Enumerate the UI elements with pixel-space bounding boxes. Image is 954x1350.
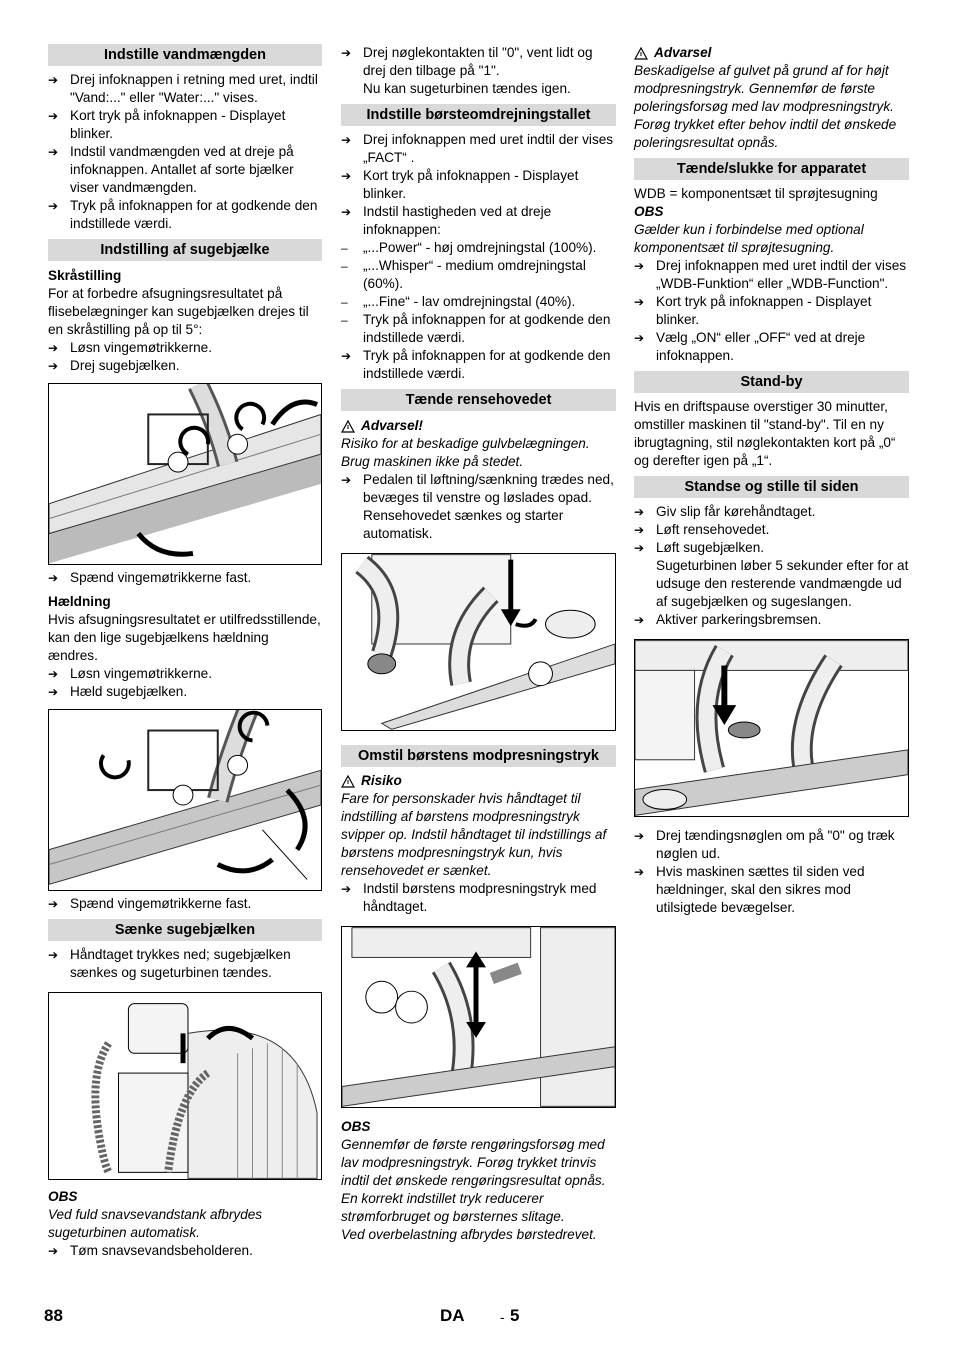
section-heading-saenke-sugebjaelke: Sænke sugebjælken bbox=[48, 919, 322, 941]
section-heading-taende-rensehoved: Tænde rensehovedet bbox=[341, 389, 616, 411]
list-item: ➔ Vælg „ON“ eller „OFF“ ved at dreje infoknappen. bbox=[634, 330, 866, 363]
figure-squeegee-tilt bbox=[48, 383, 322, 565]
arrow-right-icon: ➔ bbox=[48, 1244, 59, 1258]
list-item: ➔ Kort tryk på infoknappen - Displayet blinker. bbox=[634, 294, 872, 327]
arrow-right-icon: ➔ bbox=[634, 523, 645, 537]
arrow-right-icon: ➔ bbox=[341, 133, 352, 147]
list-item: ➔ Indstil børstens modpresningstryk med håndtaget. bbox=[341, 881, 597, 914]
warning-label: Advarsel! bbox=[341, 417, 616, 435]
arrow-right-icon: ➔ bbox=[634, 295, 645, 309]
arrow-right-icon: ➔ bbox=[48, 897, 59, 911]
figure-lower-squeegee bbox=[48, 992, 322, 1180]
list-item: ➔ Drej infoknappen med uret indtil der vises „WDB-Funktion“ eller „WDB-Function". bbox=[634, 258, 907, 291]
figure-parking-brake bbox=[634, 639, 909, 817]
list-item: ➔ Giv slip får kørehåndtaget. bbox=[634, 504, 816, 519]
list-item: ➔ Løft sugebjælken. bbox=[634, 540, 765, 555]
warning-label: Risiko bbox=[341, 772, 616, 790]
arrow-right-icon: ➔ bbox=[341, 882, 352, 896]
footer-separator: - bbox=[500, 1309, 505, 1325]
arrow-right-icon: ➔ bbox=[634, 331, 645, 345]
arrow-right-icon: ➔ bbox=[48, 109, 59, 123]
list-item: ➔ Tryk på infoknappen for at godkende den indstillede værdi. bbox=[341, 348, 611, 381]
list-item: ➔ Aktiver parkeringsbremsen. bbox=[634, 612, 822, 627]
arrow-right-icon: ➔ bbox=[634, 865, 645, 879]
section-heading-vandmaengde: Indstille vandmængden bbox=[48, 44, 322, 66]
section-heading-taende-slukke: Tænde/slukke for apparatet bbox=[634, 158, 909, 180]
paragraph: For at forbedre afsugningsresultatet på flisebelægninger kan sugebjælken drejes til en skråstilling på op til 5°: bbox=[48, 286, 309, 337]
list-item-continuation: Sugeturbinen løber 5 sekunder efter for at udsuge den resterende vandmængde ud af sugebjælken og sugeslangen. bbox=[656, 558, 909, 609]
column-3 bbox=[634, 44, 909, 917]
arrow-right-icon: ➔ bbox=[48, 359, 59, 373]
dash-icon: – bbox=[341, 313, 348, 327]
list-item: ➔ Drej sugebjælken. bbox=[48, 358, 180, 373]
arrow-right-icon: ➔ bbox=[48, 145, 59, 159]
list-item: ➔ Håndtaget trykkes ned; sugebjælken sænkes og sugeturbinen tændes. bbox=[48, 947, 291, 980]
list-item-continuation: Nu kan sugeturbinen tændes igen. bbox=[363, 81, 571, 96]
list-item: ➔ Tøm snavsevandsbeholderen. bbox=[48, 1243, 253, 1258]
arrow-right-icon: ➔ bbox=[634, 259, 645, 273]
arrow-right-icon: ➔ bbox=[48, 571, 59, 585]
figure-pedal-brush-head bbox=[341, 553, 616, 731]
list-item: ➔ Løft rensehovedet. bbox=[634, 522, 770, 537]
dash-icon: – bbox=[341, 295, 348, 309]
list-item: ➔ Pedalen til løftning/sænkning trædes ned, bevæges til venstre og løslades opad. bbox=[341, 472, 614, 505]
list-item: ➔ Kort tryk på infoknappen - Displayet blinker. bbox=[48, 108, 286, 141]
language-code: DA bbox=[440, 1306, 465, 1325]
list-item: ➔ Tryk på infoknappen for at godkende den indstillede værdi. bbox=[48, 198, 318, 231]
list-item: ➔ Spænd vingemøtrikkerne fast. bbox=[48, 896, 252, 911]
page-number: 88 bbox=[44, 1306, 63, 1325]
arrow-right-icon: ➔ bbox=[634, 505, 645, 519]
list-item-continuation: Rensehovedet sænkes og starter automatisk. bbox=[363, 508, 564, 541]
dash-icon: – bbox=[341, 259, 348, 273]
note-label: OBS bbox=[634, 204, 664, 219]
warning-triangle-icon bbox=[634, 47, 648, 60]
section-page-number: 5 bbox=[510, 1306, 520, 1325]
arrow-right-icon: ➔ bbox=[341, 169, 352, 183]
note-text-2: Ved overbelastning afbrydes børstedrevet. bbox=[341, 1227, 597, 1242]
arrow-right-icon: ➔ bbox=[341, 473, 352, 487]
dash-item: – „...Power“ - høj omdrejningstal (100%). bbox=[341, 240, 597, 255]
list-item: ➔ Drej infoknappen i retning med uret, indtil "Vand:..." eller "Water:..." vises. bbox=[48, 72, 318, 105]
list-item: ➔ Kort tryk på infoknappen - Displayet blinker. bbox=[341, 168, 579, 201]
list-item: ➔ Spænd vingemøtrikkerne fast. bbox=[48, 570, 252, 585]
arrow-right-icon: ➔ bbox=[634, 541, 645, 555]
arrow-right-icon: ➔ bbox=[48, 667, 59, 681]
arrow-right-icon: ➔ bbox=[48, 341, 59, 355]
note-text: Gælder kun i forbindelse med optional komponentsæt til sprøjtesugning. bbox=[634, 222, 864, 255]
warning-text: Fare for personskader hvis håndtaget til indstilling af børstens modpresningstryk svipper op. Indstil håndtaget til indstillings af børstens modpresningstryk kun, hvis rensehovedet er sænket. bbox=[341, 791, 607, 878]
dash-icon: – bbox=[341, 241, 348, 255]
list-item: ➔ Drej infoknappen med uret indtil der vises „FACT“ . bbox=[341, 132, 614, 165]
column-1 bbox=[48, 44, 322, 1260]
section-heading-sugebjaelke: Indstilling af sugebjælke bbox=[48, 239, 322, 261]
list-item: ➔ Hæld sugebjælken. bbox=[48, 684, 188, 699]
column-2 bbox=[341, 44, 616, 1244]
dash-item: – „...Fine“ - lav omdrejningstal (40%). bbox=[341, 294, 576, 309]
warning-triangle-icon bbox=[341, 775, 355, 788]
figure-pressure-lever bbox=[341, 926, 616, 1108]
subheading-skraastilling: Skråstilling bbox=[48, 268, 122, 283]
warning-label: Advarsel bbox=[634, 44, 909, 62]
list-item: ➔ Drej tændingsnøglen om på "0" og træk nøglen ud. bbox=[634, 828, 895, 861]
dash-item: – Tryk på infoknappen for at godkende den indstillede værdi. bbox=[341, 312, 611, 345]
list-item: ➔ Løsn vingemøtrikkerne. bbox=[48, 340, 213, 355]
arrow-right-icon: ➔ bbox=[341, 205, 352, 219]
paragraph: Hvis afsugningsresultatet er utilfredsstillende, kan den lige sugebjælkens hældning ændres. bbox=[48, 612, 321, 663]
section-heading-boersteomdrejning: Indstille børsteomdrejningstallet bbox=[341, 104, 616, 126]
note-text: Gennemfør de første rengøringsforsøg med lav modpresningstryk. Forøg trykket trinvis indtil det ønskede rengøringsresultat opnås. En korrekt indstillet tryk reducerer strømforbruget og børsternes slitage. bbox=[341, 1137, 606, 1224]
list-item: ➔ Drej nøglekontakten til "0", vent lidt og drej den tilbage på "1". bbox=[341, 45, 593, 78]
arrow-right-icon: ➔ bbox=[634, 829, 645, 843]
arrow-right-icon: ➔ bbox=[48, 73, 59, 87]
arrow-right-icon: ➔ bbox=[341, 46, 352, 60]
note-label: OBS bbox=[341, 1119, 371, 1134]
paragraph: WDB = komponentsæt til sprøjtesugning bbox=[634, 186, 878, 201]
warning-text: Beskadigelse af gulvet på grund af for højt modpresningstryk. Gennemfør de første poleringsforsøg med lav modpresningstryk. Forøg trykket efter behov indtil det ønskede poleringsresultat opnås. bbox=[634, 63, 897, 150]
arrow-right-icon: ➔ bbox=[341, 349, 352, 363]
note-text: Ved fuld snavsevandstank afbrydes sugeturbinen automatisk. bbox=[48, 1207, 263, 1240]
subheading-haeldning: Hældning bbox=[48, 594, 111, 609]
dash-item: – „...Whisper“ - medium omdrejningstal (60%). bbox=[341, 258, 586, 291]
warning-triangle-icon bbox=[341, 420, 355, 433]
arrow-right-icon: ➔ bbox=[48, 948, 59, 962]
note-label: OBS bbox=[48, 1189, 78, 1204]
paragraph: Hvis en driftspause overstiger 30 minutter, omstiller maskinen til "stand-by". Til en ny ibrugtagning, stil nøglekontakten kort på „0“ og derefter igen på „1“. bbox=[634, 399, 896, 468]
section-heading-stand-by: Stand-by bbox=[634, 371, 909, 393]
arrow-right-icon: ➔ bbox=[48, 685, 59, 699]
section-heading-standse: Standse og stille til siden bbox=[634, 476, 909, 498]
list-item: ➔ Hvis maskinen sættes til siden ved hældninger, skal den sikres mod utilsigtede bevægelser. bbox=[634, 864, 865, 915]
arrow-right-icon: ➔ bbox=[48, 199, 59, 213]
section-heading-modpresningstryk: Omstil børstens modpresningstryk bbox=[341, 745, 616, 767]
figure-squeegee-inclination bbox=[48, 709, 322, 891]
list-item: ➔ Indstil hastigheden ved at dreje infoknappen: bbox=[341, 204, 552, 237]
warning-text: Risiko for at beskadige gulvbelægningen. Brug maskinen ikke på stedet. bbox=[341, 436, 590, 469]
list-item: ➔ Løsn vingemøtrikkerne. bbox=[48, 666, 213, 681]
list-item: ➔ Indstil vandmængden ved at dreje på infoknappen. Antallet af sorte bjælker viser vandmængden. bbox=[48, 144, 294, 195]
arrow-right-icon: ➔ bbox=[634, 613, 645, 627]
